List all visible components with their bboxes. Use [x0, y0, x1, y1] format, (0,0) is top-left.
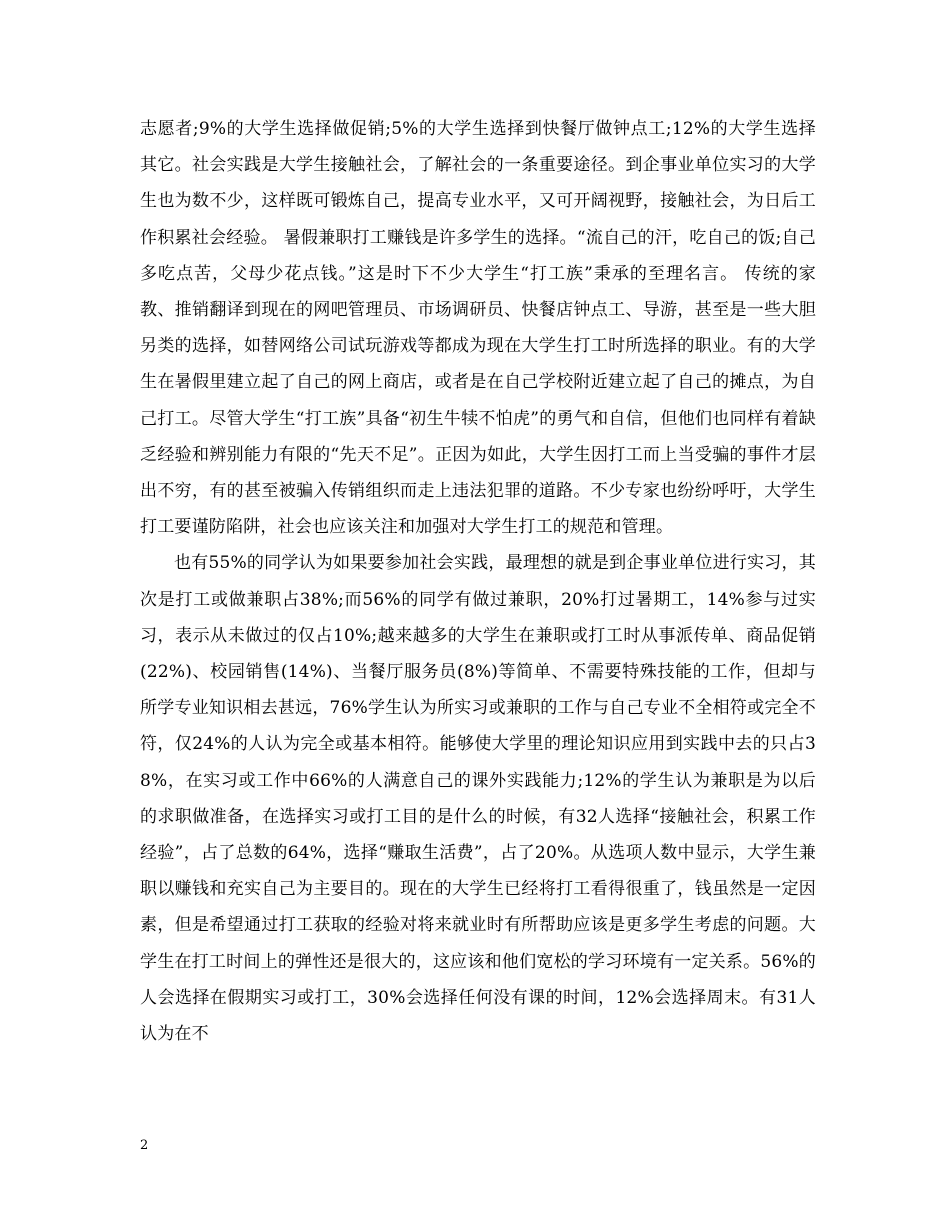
- paragraph-continued: 志愿者;9%的大学生选择做促销;5%的大学生选择到快餐厅做钟点工;12%的大学生选择其它。社会实践是大学生接触社会，了解社会的一条重要途径。到企事业单位实习的大学生也为数不少，这样既可锻炼自己，提高专业水平，又可开阔视野，接触社会，为日后工作积累社会经验。 暑假兼职打工赚钱是许多学生的选择。“流自己的汗，吃自己的饭;自己多吃点苦，父母少花点钱。”这是时下不少大学生“打工族”秉承的至理名言。 传统的家教、推销翻译到现在的网吧管理员、市场调研员、快餐店钟点工、导游，甚至是一些大胆另类的选择，如替网络公司试玩游戏等都成为现在大学生打工时所选择的职业。有的大学生在暑假里建立起了自己的网上商店，或者是在自己学校附近建立起了自己的摊点，为自己打工。尽管大学生“打工族”具备“初生牛犊不怕虎”的勇气和自信，但他们也同样有着缺乏经验和辨别能力有限的“先天不足”。正因为如此，大学生因打工而上当受骗的事件才层出不穷，有的甚至被骗入传销组织而走上违法犯罪的道路。不少专家也纷纷呼吁，大学生打工要谨防陷阱，社会也应该关注和加强对大学生打工的规范和管理。: [140, 119, 816, 538]
- paragraph-survey-results: 也有55%的同学认为如果要参加社会实践，最理想的就是到企事业单位进行实习，其次是打工或做兼职占38%;而56%的同学有做过兼职，20%打过暑期工，14%参与过实习，表示从未做过的仅占10%;越来越多的大学生在兼职或打工时从事派传单、商品促销(22%)、校园销售(14%)、当餐厅服务员(8%)等简单、不需要特殊技能的工作，但却与所学专业知识相去甚远，76%学生认为所实习或兼职的工作与自己专业不全相符或完全不符，仅24%的人认为完全或基本相符。能够使大学里的理论知识应用到实践中去的只占38%，在实习或工作中66%的人满意自己的课外实践能力;12%的学生认为兼职是为以后的求职做准备，在选择实习或打工目的是什么的时候，有32人选择“接触社会，积累工作经验”，占了总数的64%，选择“赚取生活费”，占了20%。从选项人数中显示，大学生兼职以赚钱和充实自己为主要目的。现在的大学生已经将打工看得很重了，钱虽然是一定因素，但是希望通过打工获取的经验对将来就业时有所帮助应该是更多学生考虑的问题。大学生在打工时间上的弹性还是很大的，这应该和他们宽松的学习环境有一定关系。56%的人会选择在假期实习或打工，30%会选择任何没有课的时间，12%会选择周末。有31人认为在不: [140, 553, 816, 1045]
- page-number: 2: [140, 1138, 149, 1153]
- body-text: [140, 111, 816, 1052]
